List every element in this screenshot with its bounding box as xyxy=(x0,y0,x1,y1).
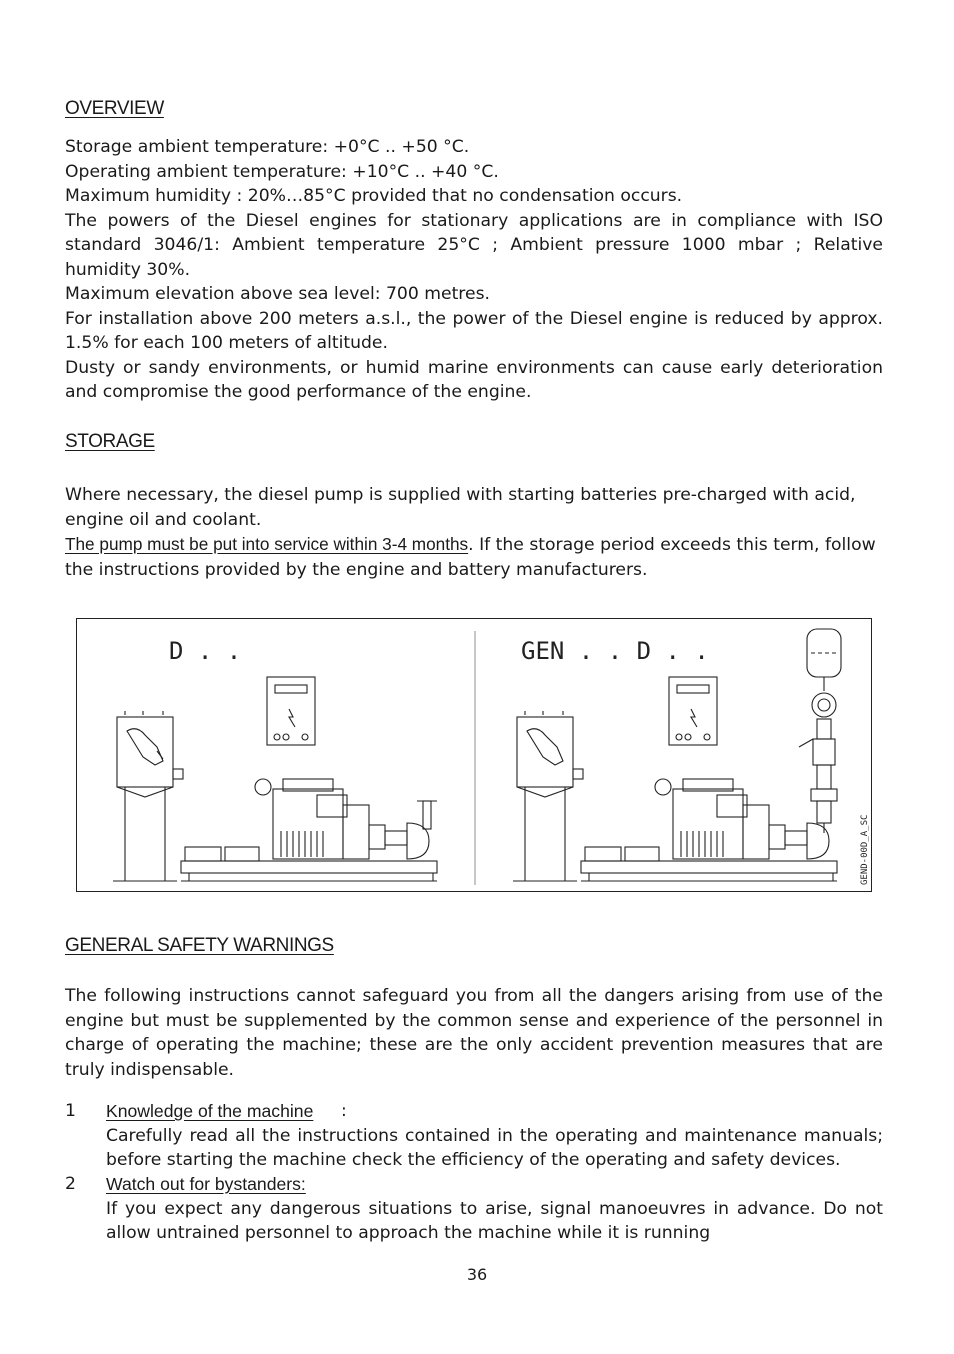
item-body: Carefully read all the instructions contained in the operating and maintenance manuals; before starting the machine check the efficiency of the operating and safety devices. xyxy=(106,1125,883,1170)
powers-paragraph: The powers of the Diesel engines for stationary applications are in compliance with ISO standard 3046/1: Ambient temperature 25°C ; Ambient pressure 1000 mbar ; Relative humidity 30%. xyxy=(65,210,883,280)
humidity-line: Maximum humidity : 20%…85°C provided that no condensation occurs. xyxy=(65,186,683,206)
fuel-tank-icon xyxy=(113,711,183,881)
altitude-paragraph: For installation above 200 meters a.s.l., the power of the Diesel engine is reduced by approx. 1.5% for each 100 meters of altitude. xyxy=(65,308,883,353)
fuel-tank-icon xyxy=(513,711,583,881)
pump-diagram xyxy=(77,619,871,891)
pump-icon xyxy=(769,823,829,859)
battery-icon xyxy=(225,847,259,861)
item-number: 2 xyxy=(65,1174,76,1194)
pump-diagram-figure xyxy=(76,618,872,892)
figure-code: GEND-00D_A_SC xyxy=(860,814,870,885)
label-d: D . . xyxy=(169,637,242,665)
overview-heading: OVERVIEW xyxy=(65,98,164,119)
control-panel-icon xyxy=(267,677,315,745)
list-item xyxy=(65,1099,883,1174)
engine-icon xyxy=(255,779,369,859)
battery-icon xyxy=(585,847,621,861)
item-title xyxy=(106,1172,306,1197)
operating-temp-line: Operating ambient temperature: +10°C .. +40 °C. xyxy=(65,161,499,182)
right-panel-drawing xyxy=(513,629,841,881)
base-frame xyxy=(181,861,437,873)
engine-icon xyxy=(655,779,769,859)
item-title-suffix: : xyxy=(341,1101,347,1121)
storage-heading: STORAGE xyxy=(65,431,155,452)
storage-temp-line: Storage ambient temperature: +0°C .. +50 °C. xyxy=(65,137,470,157)
safety-intro: The following instructions cannot safeguard you from all the dangers arising from use of the engine but must be supplemented by the common sense and experience of the personnel in charge of operating the machine; these are the only accident prevention measures that are truly indispensable. xyxy=(65,986,883,1080)
page-number: 36 xyxy=(466,1265,488,1284)
safety-list xyxy=(65,1099,883,1249)
battery-icon xyxy=(185,847,221,861)
service-emphasis: The pump must be put into service within 3-4 months xyxy=(65,534,469,554)
pump-icon xyxy=(369,801,437,859)
item-title xyxy=(106,1099,313,1124)
control-panel-icon xyxy=(669,677,717,745)
label-gen-d: GEN . . D . . xyxy=(521,637,709,665)
item-title-text: Watch out for bystanders: xyxy=(106,1174,306,1194)
storage-paragraph-2 xyxy=(65,532,883,582)
battery-icon xyxy=(625,847,659,861)
dusty-paragraph: Dusty or sandy environments, or humid marine environments can cause early deterioration and compromise the good performance of the engine. xyxy=(65,357,883,402)
storage-text xyxy=(65,483,883,582)
item-body: If you expect any dangerous situations to arise, signal manoeuvres in advance. Do not allow untrained personnel to approach the machine while it is running xyxy=(106,1198,883,1243)
storage-paragraph-2-rest: . If the storage period exceeds this term, follow the instructions provided by the engine and battery manufacturers. xyxy=(65,535,876,580)
elevation-line: Maximum elevation above sea level: 700 metres. xyxy=(65,284,490,304)
overview-text xyxy=(65,135,883,405)
list-item xyxy=(65,1172,883,1247)
storage-paragraph-1: Where necessary, the diesel pump is supplied with starting batteries pre-charged with acid, engine oil and coolant. xyxy=(65,485,856,530)
item-number: 1 xyxy=(65,1101,76,1121)
expansion-vessel-icon xyxy=(799,629,841,833)
base-frame xyxy=(581,861,837,873)
item-title-text: Knowledge of the machine xyxy=(106,1101,314,1121)
left-panel-drawing xyxy=(113,677,437,881)
safety-heading: GENERAL SAFETY WARNINGS xyxy=(65,935,334,956)
